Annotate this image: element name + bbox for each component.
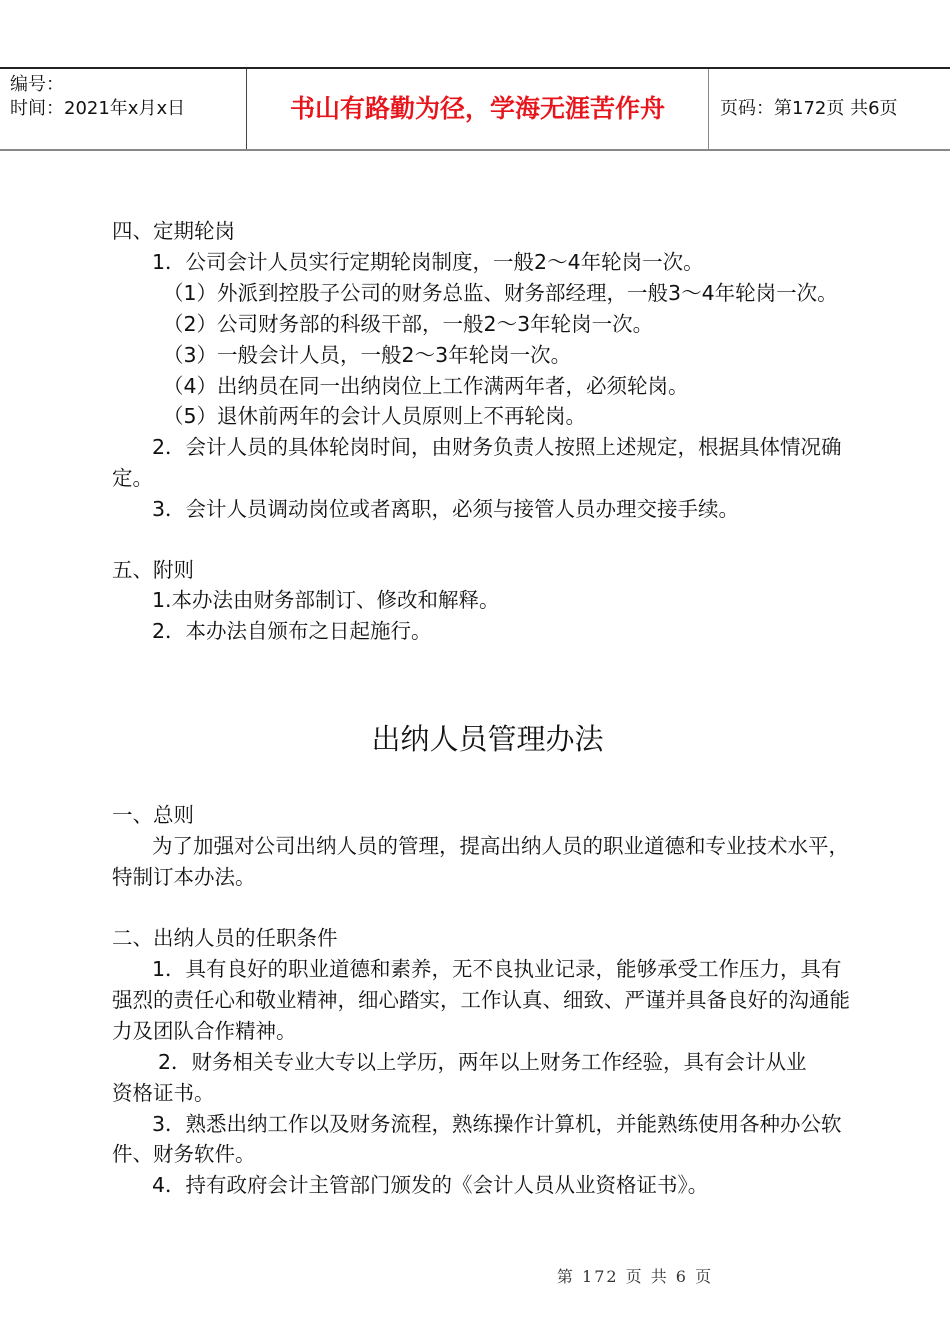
page-footer: 第 172 页 共 6 页 xyxy=(556,1267,714,1286)
page-header xyxy=(0,67,950,151)
paragraph-line: （1）外派到控股子公司的财务总监、财务部经理，一般3～4年轮岗一次。 xyxy=(163,281,838,305)
paragraph-line: 强烈的责任心和敬业精神，细心踏实，工作认真、细致、严谨并具备良好的沟通能 xyxy=(112,988,850,1012)
paragraph-line: （5）退休前两年的会计人员原则上不再轮岗。 xyxy=(163,404,587,428)
paragraph-line: 3．熟悉出纳工作以及财务流程，熟练操作计算机，并能熟练使用各种办公软 xyxy=(152,1112,842,1136)
paragraph-line: 件、财务软件。 xyxy=(112,1142,256,1166)
section-heading: 四、定期轮岗 xyxy=(112,219,235,243)
paragraph-line: 3．会计人员调动岗位或者离职，必须与接管人员办理交接手续。 xyxy=(152,497,740,521)
header-page-info: 页码：第172页 共6页 xyxy=(720,98,898,119)
paragraph-line: 特制订本办法。 xyxy=(112,865,256,889)
document-title: 出纳人员管理办法 xyxy=(371,722,604,756)
paragraph-line: 定。 xyxy=(112,466,153,490)
paragraph-line: 1．具有良好的职业道德和素养，无不良执业记录，能够承受工作压力，具有 xyxy=(152,957,842,981)
document-date: 时间：2021年x月x日 xyxy=(10,98,186,119)
paragraph-line: （3）一般会计人员，一般2～3年轮岗一次。 xyxy=(163,343,572,367)
header-meta xyxy=(0,69,247,149)
paragraph-line: 力及团队合作精神。 xyxy=(112,1019,297,1043)
paragraph-line: 2．本办法自颁布之日起施行。 xyxy=(152,619,432,643)
paragraph-line: 为了加强对公司出纳人员的管理，提高出纳人员的职业道德和专业技术水平， xyxy=(152,834,849,858)
section-heading: 五、附则 xyxy=(112,558,194,582)
paragraph-line: 资格证书。 xyxy=(112,1081,215,1105)
paragraph-line: 2．财务相关专业大专以上学历，两年以上财务工作经验，具有会计从业 xyxy=(158,1050,807,1074)
paragraph-line: （2）公司财务部的科级干部，一般2～3年轮岗一次。 xyxy=(163,312,654,336)
paragraph-line: 2．会计人员的具体轮岗时间，由财务负责人按照上述规定，根据具体情况确 xyxy=(152,435,842,459)
paragraph-line: 4．持有政府会计主管部门颁发的《会计人员从业资格证书》。 xyxy=(152,1173,709,1197)
section-heading: 一、总则 xyxy=(112,803,194,827)
header-motto: 书山有路勤为径，学海无涯苦作舟 xyxy=(247,69,709,149)
section-heading: 二、出纳人员的任职条件 xyxy=(112,926,338,950)
paragraph-line: （4）出纳员在同一出纳岗位上工作满两年者，必须轮岗。 xyxy=(163,374,689,398)
document-number-label: 编号： xyxy=(10,74,64,95)
paragraph-line: 1．公司会计人员实行定期轮岗制度，一般2～4年轮岗一次。 xyxy=(152,250,704,274)
paragraph-line: 1.本办法由财务部制订、修改和解释。 xyxy=(152,588,500,612)
